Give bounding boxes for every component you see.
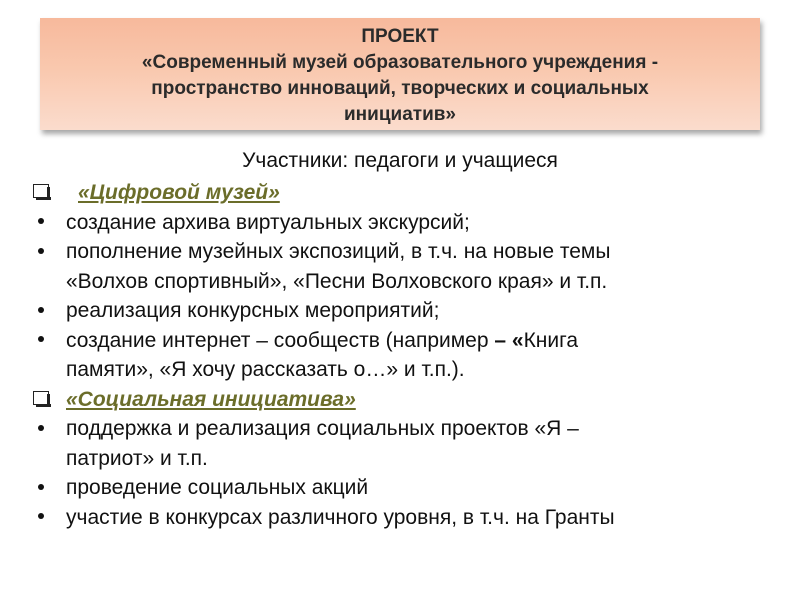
checkbox-icon xyxy=(33,184,49,198)
slide-content xyxy=(20,178,790,532)
list-item-text-bold: – « xyxy=(494,328,524,352)
list-item-text: Книга xyxy=(523,328,579,352)
list-item xyxy=(20,326,790,356)
list-item xyxy=(20,414,790,444)
list-item-text: поддержка и реализация социальных проектов «Я – xyxy=(66,417,579,440)
list-item-text: участие в конкурсах различного уровня, в т.ч. на Гранты xyxy=(66,505,615,529)
section-title: «Социальная инициатива» xyxy=(66,387,356,411)
list-item-text: проведение социальных акций xyxy=(66,476,369,499)
bullet-dot-icon xyxy=(38,218,44,224)
bullet-dot-icon xyxy=(38,307,44,313)
bullet-dot-icon xyxy=(38,425,44,431)
section-heading-social-initiative xyxy=(20,385,790,415)
bullet-dot-icon xyxy=(38,513,44,519)
list-item-text: реализация конкурсных мероприятий; xyxy=(66,299,440,322)
header-line-2: «Современный музей образовательного учреждения - xyxy=(141,52,659,73)
bullet-dot-icon xyxy=(38,484,44,490)
project-header xyxy=(40,18,760,130)
list-item-text: создание архива виртуальных экскурсий; xyxy=(66,210,470,234)
list-item xyxy=(20,296,790,326)
list-item xyxy=(20,208,790,238)
list-item-text: создание интернет – сообществ (например xyxy=(66,328,495,352)
participants-subtitle: Участники: педагоги и учащиеся xyxy=(242,149,558,172)
header-line-3: пространство инноваций, творческих и социальных xyxy=(151,78,649,99)
bullet-dot-icon xyxy=(38,248,44,254)
list-item-continuation: патриот» и т.п. xyxy=(66,446,208,470)
header-line-4: инициатив» xyxy=(344,104,456,125)
bullet-dot-icon xyxy=(38,336,44,342)
checkbox-icon xyxy=(33,391,49,405)
list-item xyxy=(20,473,790,503)
section-title: «Цифровой музей» xyxy=(78,181,280,204)
list-item xyxy=(20,237,790,267)
list-item-text: пополнение музейных экспозиций, в т.ч. на новые темы xyxy=(66,240,611,263)
list-item-continuation: памяти», «Я хочу рассказать о…» и т.п.). xyxy=(66,358,465,381)
list-item xyxy=(20,503,790,533)
header-line-1: ПРОЕКТ xyxy=(361,26,439,47)
section-heading-digital-museum xyxy=(20,178,790,208)
list-item-continuation: «Волхов спортивный», «Песни Волховского края» и т.п. xyxy=(66,269,608,293)
